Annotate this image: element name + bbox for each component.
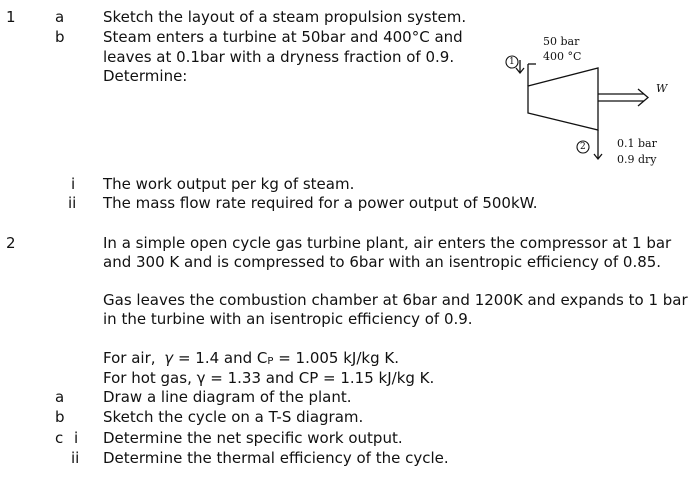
q2-para2-line-1: Gas leaves the combustion chamber at 6bar and 1200K and expands to 1 bar xyxy=(103,291,688,309)
q1-part-a-label: a xyxy=(55,8,65,26)
q2-para1-line-1: In a simple open cycle gas turbine plant, air enters the compressor at 1 bar xyxy=(103,234,672,252)
q2-part-cii-label: ii xyxy=(71,449,80,467)
q1-part-b-line-1: Steam enters a turbine at 50bar and 400°C and xyxy=(103,28,463,46)
air-gamma-value: = 1.4 and C xyxy=(177,349,268,367)
q2-part-c-label: c xyxy=(55,429,64,447)
question-1-number: 1 xyxy=(6,8,16,26)
q1-part-b-label: b xyxy=(55,28,65,46)
diagram-state-2: 2 xyxy=(580,142,586,152)
q1-part-a-text: Sketch the layout of a steam propulsion system. xyxy=(103,8,467,26)
q2-gas-properties: For hot gas, γ = 1.33 and CP = 1.15 kJ/kg K. xyxy=(103,369,435,387)
q1-sub-i-text: The work output per kg of steam. xyxy=(103,175,355,193)
q2-para2-line-2: in the turbine with an isentropic efficiency of 0.9. xyxy=(103,310,473,328)
diagram-outlet-pressure: 0.1 bar xyxy=(617,137,657,150)
turbine-body xyxy=(528,68,598,130)
q1-sub-i-label: i xyxy=(71,175,76,193)
diagram-outlet-quality: 0.9 dry xyxy=(617,153,657,166)
q1-sub-ii-text: The mass flow rate required for a power output of 500kW. xyxy=(103,194,538,212)
q2-para1-line-2: and 300 K and is compressed to 6bar with an isentropic efficiency of 0.85. xyxy=(103,253,662,271)
q1-part-b-line-3: Determine: xyxy=(103,67,188,85)
q2-part-ci-label: i xyxy=(74,429,79,447)
diagram-work-label: W xyxy=(656,82,668,95)
q2-part-a-text: Draw a line diagram of the plant. xyxy=(103,388,352,406)
q2-part-b-text: Sketch the cycle on a T-S diagram. xyxy=(103,408,364,426)
q2-part-ci-text: Determine the net specific work output. xyxy=(103,429,403,447)
air-cp-value: = 1.005 kJ/kg K. xyxy=(278,349,399,367)
q2-air-properties xyxy=(103,349,399,371)
q1-part-b-line-2: leaves at 0.1bar with a dryness fraction of 0.9. xyxy=(103,48,455,66)
question-2-number: 2 xyxy=(6,234,16,252)
gamma-symbol: γ xyxy=(164,349,174,367)
cp-subscript: P xyxy=(267,356,274,367)
q2-part-b-label: b xyxy=(55,408,65,426)
diagram-inlet-pressure: 50 bar xyxy=(543,35,580,48)
air-prefix: For air, xyxy=(103,349,156,367)
q2-part-cii-text: Determine the thermal efficiency of the cycle. xyxy=(103,449,449,467)
diagram-inlet-temp: 400 °C xyxy=(543,50,582,63)
q2-part-a-label: a xyxy=(55,388,65,406)
work-arrow-head xyxy=(638,89,648,106)
q1-sub-ii-label: ii xyxy=(68,194,77,212)
diagram-state-1: 1 xyxy=(509,57,515,67)
